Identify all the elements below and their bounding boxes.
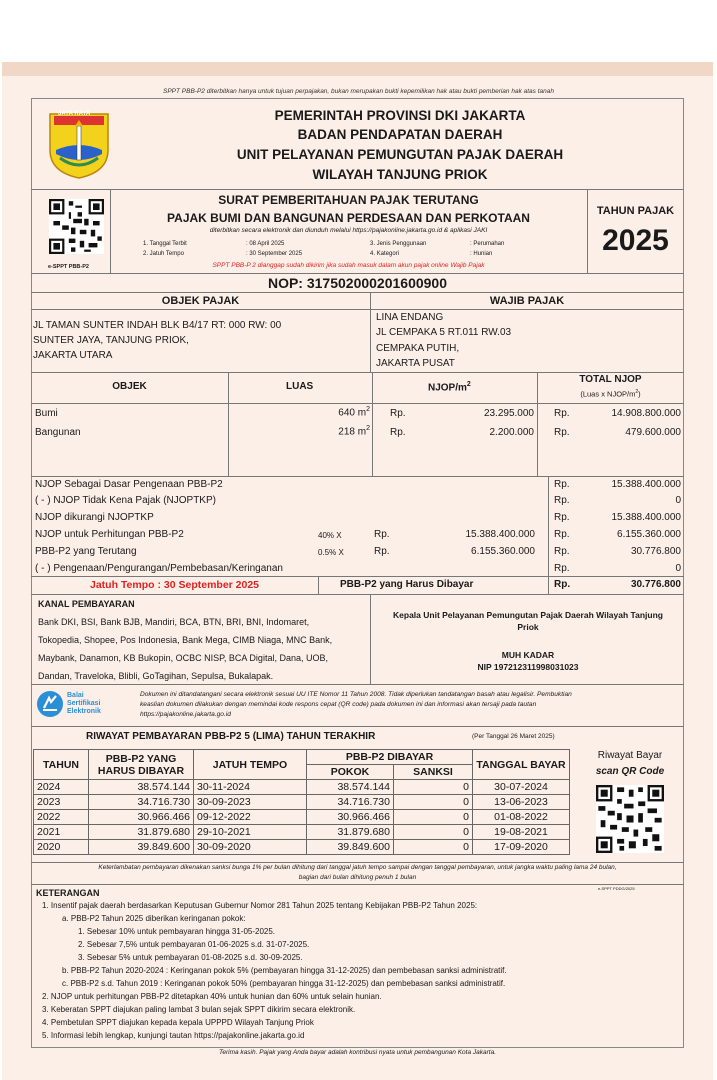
ket-l4: 2. Sebesar 7,5% untuk pembayaran 01-06-2025 s.d. 31-07-2025. bbox=[78, 940, 310, 949]
cell-tempo: 29-10-2021 bbox=[194, 825, 307, 840]
riwayat-title: RIWAYAT PEMBAYARAN PBB-P2 5 (LIMA) TAHUN TERAKHIR bbox=[86, 731, 376, 742]
cell-tempo: 30-09-2023 bbox=[194, 795, 307, 810]
cell-sanksi: 0 bbox=[394, 795, 473, 810]
closing-note: Terima kasih. Pajak yang Anda bayar adalah kontribusi nyata untuk pembangunan Kota Jakarta. bbox=[218, 1049, 497, 1056]
kanal-title: KANAL PEMBAYARAN bbox=[38, 599, 135, 609]
calc-value: 0 bbox=[675, 495, 681, 506]
cell-sanksi: 0 bbox=[394, 780, 473, 795]
col-total: TOTAL NJOP bbox=[579, 374, 642, 385]
ket-l9: 3. Keberatan SPPT diajukan paling lambat 3 bulan sejak SPPT dikirim secara elektronik. bbox=[42, 1005, 356, 1014]
harus-dibayar-value: 30.776.800 bbox=[630, 579, 681, 590]
calc-pct: 40% X bbox=[318, 531, 342, 540]
ket-l2: a. PBB-P2 Tahun 2025 diberikan keringanan pokok: bbox=[62, 914, 246, 923]
sppt-red-note: SPPT PBB-P 2 dianggap sudah dikirim jika sudah masuk dalam akun pajak online Wajib Pajak bbox=[212, 262, 485, 269]
cell-tahun: 2021 bbox=[34, 825, 89, 840]
sppt-title2: PAJAK BUMI DAN BANGUNAN PERDESAAN DAN PERKOTAAN bbox=[167, 211, 530, 225]
njop-row-rp2: Rp. bbox=[554, 427, 570, 438]
cell-tempo: 30-11-2024 bbox=[194, 780, 307, 795]
cell-harus: 30.966.466 bbox=[89, 810, 194, 825]
calc-mid: 15.388.400.000 bbox=[465, 529, 535, 540]
tgl-terbit-value: : 08 April 2025 bbox=[246, 241, 285, 247]
qr-caption: e-SPPT PBB-P2 bbox=[48, 264, 89, 270]
cell-tempo: 30-09-2020 bbox=[194, 840, 307, 855]
calc-rpm: Rp. bbox=[374, 546, 390, 557]
esppt-qr-code[interactable] bbox=[49, 199, 104, 254]
kanal-line4: Dandan, Traveloka, Blibli, GoTagihan, Sepulsa, Bukalapak. bbox=[38, 671, 274, 681]
calc-rp: Rp. bbox=[554, 546, 570, 557]
col-njop: NJOP/m bbox=[428, 382, 467, 394]
calc-label: NJOP untuk Perhitungan PBB-P2 bbox=[35, 529, 184, 540]
h-tahun: TAHUN bbox=[34, 750, 89, 780]
harus-dibayar-label: PBB-P2 yang Harus Dibayar bbox=[340, 579, 474, 590]
calc-mid: 6.155.360.000 bbox=[471, 546, 535, 557]
cell-tahun: 2022 bbox=[34, 810, 89, 825]
kepala-title2: Priok bbox=[517, 622, 539, 632]
calc-label: PBB-P2 yang Terutang bbox=[35, 546, 137, 557]
scan-label1: Riwayat Bayar bbox=[597, 750, 663, 761]
cell-tahun: 2023 bbox=[34, 795, 89, 810]
cell-harus: 31.879.680 bbox=[89, 825, 194, 840]
kategori-label: 4. Kategori bbox=[370, 251, 400, 257]
tgl-tempo-value: : 30 September 2025 bbox=[246, 251, 303, 257]
calc-rp: Rp. bbox=[554, 479, 570, 490]
jenis-label: 3. Jenis Penggunaan bbox=[370, 241, 427, 247]
wp-address3: JAKARTA PUSAT bbox=[376, 358, 455, 369]
njop-row-njop: 23.295.000 bbox=[483, 408, 534, 419]
cell-pokok: 30.966.466 bbox=[307, 810, 394, 825]
cell-pokok: 31.879.680 bbox=[307, 825, 394, 840]
h-dibayar: PBB-P2 DIBAYAR bbox=[307, 750, 473, 765]
njop-row-rp2: Rp. bbox=[554, 408, 570, 419]
tahun-pajak-value: 2025 bbox=[602, 224, 669, 257]
jenis-value: : Perumahan bbox=[470, 241, 505, 247]
wp-name: LINA ENDANG bbox=[376, 312, 444, 323]
ket-l5: 3. Sebesar 5% untuk pembayaran 01-08-2025 s.d. 30-09-2025. bbox=[78, 953, 303, 962]
cell-harus: 34.716.730 bbox=[89, 795, 194, 810]
objek-address3: JAKARTA UTARA bbox=[33, 350, 113, 361]
h-tempo: JATUH TEMPO bbox=[194, 750, 307, 780]
bsre-logo-icon bbox=[36, 690, 64, 718]
col-objek: OBJEK bbox=[112, 381, 147, 392]
njop-row-njop: 2.200.000 bbox=[489, 427, 534, 438]
keterangan-title: KETERANGAN bbox=[36, 888, 100, 898]
wp-address2: CEMPAKA PUTIH, bbox=[376, 343, 460, 354]
small-doc-code: e-SPPT PDDG/2025 bbox=[598, 886, 635, 891]
njop-row-rp1: Rp. bbox=[390, 427, 406, 438]
calc-value: 30.776.800 bbox=[630, 546, 681, 557]
col-total-sub: (Luas x NJOP/m bbox=[580, 389, 636, 399]
scan-label2: scan QR Code bbox=[595, 766, 665, 777]
cell-tempo: 09-12-2022 bbox=[194, 810, 307, 825]
h-pokok: POKOK bbox=[307, 765, 394, 780]
bsre-label2: Sertifikasi bbox=[67, 700, 101, 707]
table-row bbox=[34, 825, 570, 840]
njop-row-objek: Bumi bbox=[35, 408, 58, 419]
ket-l1: 1. Insentif pajak daerah berdasarkan Keputusan Gubernur Nomor 281 Tahun 2025 tentang Kebijakan PBB-P2 Tahun 2025: bbox=[42, 901, 478, 910]
keterlambatan-note1: Keterlambatan pembayaran dikenakan sanksi bunga 1% per bulan dihitung dari tanggal jatuh tempo sampai dengan tanggal pembayaran, untuk jangka waktu paling lama 24 bulan, bbox=[98, 864, 617, 871]
objek-address1: JL TAMAN SUNTER INDAH BLK B4/17 RT: 000 RW: 00 bbox=[33, 320, 282, 331]
cell-tahun: 2024 bbox=[34, 780, 89, 795]
kepala-name: MUH KADAR bbox=[501, 650, 555, 660]
cell-harus: 39.849.600 bbox=[89, 840, 194, 855]
njop-row-luas: 218 m bbox=[338, 426, 367, 438]
kanal-line1: Bank DKI, BSI, Bank BJB, Mandiri, BCA, BTN, BRI, BNI, Indomaret, bbox=[38, 617, 310, 627]
ket-l10: 4. Pembetulan SPPT diajukan kepada kepala UPPPD Wilayah Tanjung Priok bbox=[42, 1018, 314, 1027]
tahun-pajak-label: TAHUN PAJAK bbox=[596, 205, 675, 217]
calc-value: 15.388.400.000 bbox=[611, 479, 681, 490]
calc-value: 15.388.400.000 bbox=[611, 512, 681, 523]
calc-value: 0 bbox=[675, 563, 681, 574]
calc-rpm: Rp. bbox=[374, 529, 390, 540]
logo-text: JAYA RAYA bbox=[58, 111, 91, 117]
disclaimer: SPPT PBB-P2 diterbitkan hanya untuk tujuan perpajakan, bukan merupakan bukti kepemilikan hak atau bukti pemberian hak atas tanah bbox=[163, 88, 554, 95]
cell-sanksi: 0 bbox=[394, 840, 473, 855]
calc-rp: Rp. bbox=[554, 512, 570, 523]
jatuh-tempo: Jatuh Tempo : 30 September 2025 bbox=[89, 579, 260, 591]
ket-l3: 1. Sebesar 10% untuk pembayaran hingga 31-05-2025. bbox=[78, 927, 276, 936]
cell-harus: 38.574.144 bbox=[89, 780, 194, 795]
calc-label: ( - ) Pengenaan/Pengurangan/Pembebasan/Keringanan bbox=[35, 563, 283, 574]
keterlambatan-note2: bagian dari bulan dihitung penuh 1 bulan bbox=[298, 874, 417, 881]
riwayat-sub: (Per Tanggal 26 Maret 2025) bbox=[472, 733, 555, 740]
h-tanggal: TANGGAL BAYAR bbox=[473, 750, 570, 780]
jakarta-logo bbox=[46, 110, 112, 180]
wp-address1: JL CEMPAKA 5 RT.011 RW.03 bbox=[376, 327, 512, 338]
cell-tahun: 2020 bbox=[34, 840, 89, 855]
kategori-value: : Hunian bbox=[470, 251, 493, 257]
header-line2: BADAN PENDAPATAN DAERAH bbox=[297, 127, 503, 142]
cell-pokok: 38.574.144 bbox=[307, 780, 394, 795]
cell-pokok: 39.849.600 bbox=[307, 840, 394, 855]
njop-row-luas: 640 m bbox=[338, 407, 367, 419]
tgl-tempo-label: 2. Jatuh Tempo bbox=[143, 251, 184, 257]
table-row bbox=[34, 795, 570, 810]
calc-label: NJOP dikurangi NJOPTKP bbox=[35, 512, 154, 523]
cell-tanggal: 17-09-2020 bbox=[473, 840, 570, 855]
cell-tanggal: 19-08-2021 bbox=[473, 825, 570, 840]
njop-row-rp1: Rp. bbox=[390, 408, 406, 419]
objek-address2: SUNTER JAYA, TANJUNG PRIOK, bbox=[33, 335, 189, 346]
table-row bbox=[34, 840, 570, 855]
calc-rp: Rp. bbox=[554, 529, 570, 540]
calc-rp: Rp. bbox=[554, 563, 570, 574]
calc-label: NJOP Sebagai Dasar Pengenaan PBB-P2 bbox=[35, 479, 223, 490]
ket-l7: c. PBB-P2 s.d. Tahun 2019 : Keringanan pokok 50% (pembayaran hingga 31-12-2025) dan pembebasan sanksi administratif. bbox=[62, 979, 506, 988]
cell-sanksi: 0 bbox=[394, 825, 473, 840]
kepala-nip: NIP 197212311998031023 bbox=[477, 662, 579, 672]
calc-label: ( - ) NJOP Tidak Kena Pajak (NJOPTKP) bbox=[35, 495, 216, 506]
cell-tanggal: 13-06-2023 bbox=[473, 795, 570, 810]
col-luas: LUAS bbox=[286, 381, 314, 392]
kepala-title1: Kepala Unit Pelayanan Pemungutan Pajak Daerah Wilayah Tanjung bbox=[393, 610, 663, 620]
kanal-line3: Maybank, Danamon, KB Bukopin, OCBC NISP, BCA Digital, Dana, UOB, bbox=[38, 653, 328, 663]
sppt-note: diterbitkan secara elektronik dan diunduh melalui https://pajakonline.jakarta.go.id & aplikasi JAKI bbox=[209, 227, 488, 234]
objek-pajak-label: OBJEK PAJAK bbox=[161, 295, 240, 307]
cell-tanggal: 30-07-2024 bbox=[473, 780, 570, 795]
bsre-label1: Balai bbox=[67, 692, 84, 699]
sppt-title1: SURAT PEMBERITAHUAN PAJAK TERUTANG bbox=[218, 193, 479, 207]
kanal-line2: Tokopedia, Shopee, Pos Indonesia, Bank Mega, CIMB Niaga, MNC Bank, bbox=[38, 635, 333, 645]
bsre-text1: Dokumen ini ditandatangani secara elektronik sesuai UU ITE Nomor 11 Tahun 2008. Tidak diperlukan tandatangan basah atau legalisir. Pembuktian bbox=[140, 691, 572, 698]
wajib-pajak-label: WAJIB PAJAK bbox=[489, 295, 565, 307]
cell-sanksi: 0 bbox=[394, 810, 473, 825]
njop-row-objek: Bangunan bbox=[35, 427, 81, 438]
h-harus1: PBB-P2 YANG bbox=[105, 752, 177, 765]
bsre-label3: Elektronik bbox=[67, 708, 101, 715]
table-row bbox=[34, 810, 570, 825]
tgl-terbit-label: 1. Tanggal Terbit bbox=[143, 241, 187, 247]
cell-tanggal: 01-08-2022 bbox=[473, 810, 570, 825]
header-line1: PEMERINTAH PROVINSI DKI JAKARTA bbox=[274, 108, 526, 123]
cell-pokok: 34.716.730 bbox=[307, 795, 394, 810]
riwayat-table bbox=[33, 749, 570, 855]
h-harus2: HARUS DIBAYAR bbox=[97, 764, 185, 777]
table-row bbox=[34, 780, 570, 795]
ket-l8: 2. NJOP untuk perhitungan PBB-P2 ditetapkan 40% untuk hunian dan 60% untuk selain hunian. bbox=[42, 992, 382, 1001]
ket-l11[interactable]: 5. Informasi lebih lengkap, kunjungi tautan https://pajakonline.jakarta.go.id bbox=[42, 1031, 305, 1040]
calc-pct: 0.5% X bbox=[318, 548, 344, 557]
bsre-link[interactable]: https://pajakonline.jakarta.go.id bbox=[140, 711, 231, 718]
ket-l6: b. PBB-P2 Tahun 2020-2024 : Keringanan pokok 5% (pembayaran hingga 31-12-2025) dan pembebasan sanksi administratif. bbox=[62, 966, 507, 975]
njop-row-total: 14.908.800.000 bbox=[611, 408, 681, 419]
calc-rp: Rp. bbox=[554, 495, 570, 506]
nop-number: NOP: 317502000201600900 bbox=[267, 275, 448, 291]
header-line4: WILAYAH TANJUNG PRIOK bbox=[312, 167, 488, 182]
harus-dibayar-rp: Rp. bbox=[554, 579, 571, 590]
h-sanksi: SANKSI bbox=[394, 765, 473, 780]
calc-value: 6.155.360.000 bbox=[617, 529, 681, 540]
riwayat-qr-code[interactable] bbox=[596, 785, 664, 853]
njop-row-total: 479.600.000 bbox=[625, 427, 681, 438]
bsre-text2: keaslian dokumen dilakukan dengan memindai kode respons cepat (QR code) pada dokumen ini dan informasi akan tersaji pada tautan bbox=[140, 701, 537, 708]
header-line3: UNIT PELAYANAN PEMUNGUTAN PAJAK DAERAH bbox=[236, 147, 564, 162]
